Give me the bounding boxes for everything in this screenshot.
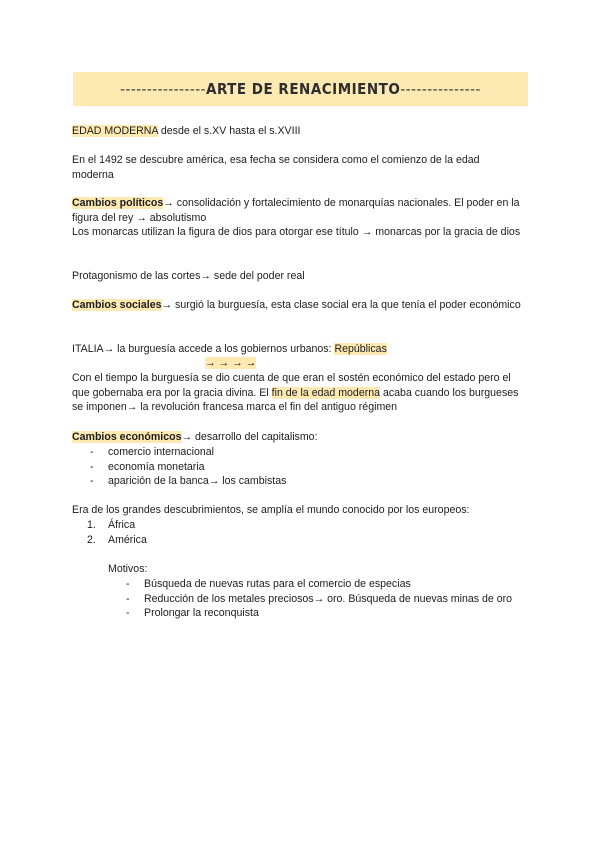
economicos-list <box>90 445 518 489</box>
sociales-paragraph <box>72 298 522 313</box>
republicas-highlight: Repúblicas <box>334 343 387 355</box>
edad-moderna-highlight: EDAD MODERNA <box>72 125 158 137</box>
economicos-text: desarrollo del capitalismo: <box>192 431 318 443</box>
list-item: 1. África <box>87 519 136 531</box>
economicos-arrow: → <box>181 431 193 443</box>
tiempo-before: Con el tiempo la burguesía se dio cuenta de que eran el sostén económico del estado pero el que gobernaba era por la gracia divina. El <box>72 372 511 399</box>
economicos-label: Cambios económicos <box>72 431 182 443</box>
title-banner <box>73 72 528 106</box>
motivos-label: Motivos: <box>108 563 148 575</box>
list-item: 2. América <box>87 533 147 546</box>
economicos-line <box>72 430 522 445</box>
italia-text: ITALIA→ la burguesía accede a los gobiernos urbanos: <box>72 343 335 355</box>
tiempo-after: acaba cuando los burgueses se imponen→ la revolución francesa marca el fin del antiguo régimen <box>72 386 519 414</box>
list-item: - Búsqueda de nuevas rutas para el comercio de especias <box>126 578 411 590</box>
motivos-list <box>126 577 516 621</box>
edad-moderna-rest: desde el s.XV hasta el s.XVIII <box>157 125 301 137</box>
cortes-paragraph: Protagonismo de las cortes→ sede del poder real <box>72 270 305 282</box>
list-item: - economía monetaria <box>90 460 205 473</box>
descubrimientos-list <box>87 518 518 547</box>
politicos-text: consolidación y fortalecimiento de monarquías nacionales. El poder en la figura del rey → absolutismo <box>72 197 520 224</box>
title-left-dashes: ---------------- <box>120 79 207 98</box>
list-item: - Reducción de los metales preciosos→ oro. Búsqueda de nuevas minas de oro <box>126 592 513 605</box>
politicos-line2: Los monarcas utilizan la figura de dios para otorgar ese título → monarcas por la gracia de dios <box>72 226 521 239</box>
sociales-text: surgió la burguesía, esta clase social era la que tenía el poder económico <box>172 299 521 311</box>
italia-arrows <box>205 356 256 371</box>
title-right-dashes: --------------- <box>400 79 481 98</box>
tiempo-paragraph <box>72 371 522 415</box>
italia-arrows-highlight: → → → → <box>205 357 257 369</box>
sociales-label: Cambios sociales <box>72 299 162 311</box>
list-item: - comercio internacional <box>90 446 214 458</box>
descubre-paragraph: En el 1492 se descubre américa, esa fecha se considera como el comienzo de la edad moderna <box>72 154 480 181</box>
descubrimientos-intro: Era de los grandes descubrimientos, se amplía el mundo conocido por los europeos: <box>72 504 470 516</box>
politicos-label: Cambios políticos <box>72 197 164 209</box>
politicos-paragraph <box>72 196 522 240</box>
edad-moderna-line <box>72 124 522 139</box>
sociales-arrow: → <box>161 299 173 311</box>
fin-edad-moderna-highlight: fin de la edad moderna <box>271 386 381 399</box>
list-item: - aparición de la banca→ los cambistas <box>90 475 287 488</box>
politicos-arrow: → <box>163 197 174 209</box>
italia-line <box>72 342 522 357</box>
list-item: - Prolongar la reconquista <box>126 607 259 620</box>
page-title: ARTE DE RENACIMIENTO <box>206 79 401 98</box>
